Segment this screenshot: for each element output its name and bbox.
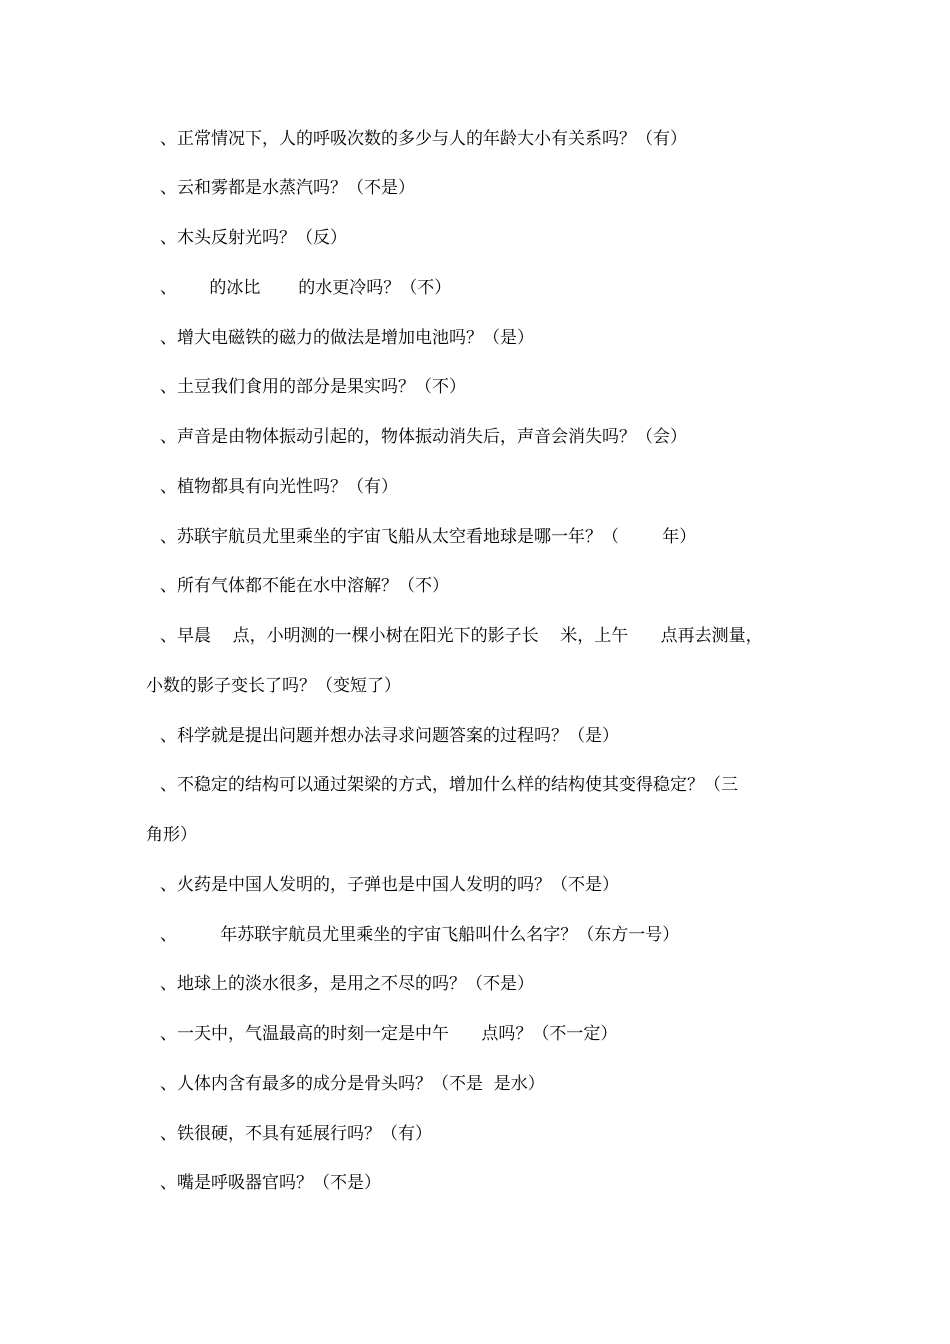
question-line-12: 、科学就是提出问题并想办法寻求问题答案的过程吗？（是） <box>160 726 619 746</box>
question-line-17: 、一天中，气温最高的时刻一定是中午 点吗？（不一定） <box>160 1024 618 1044</box>
question-line-6: 、土豆我们食用的部分是果实吗？（不） <box>160 377 466 397</box>
question-line-19: 、铁很硬，不具有延展行吗？（有） <box>160 1124 432 1144</box>
question-line-7: 、声音是由物体振动引起的，物体振动消失后，声音会消失吗？（会） <box>160 427 687 447</box>
question-line-20: 、嘴是呼吸器官吗？（不是） <box>160 1173 381 1193</box>
question-line-16: 、地球上的淡水很多，是用之不尽的吗？（不是） <box>160 974 534 994</box>
question-line-10: 、所有气体都不能在水中溶解？（不） <box>160 576 449 596</box>
question-line-1: 、正常情况下，人的呼吸次数的多少与人的年龄大小有关系吗？（有） <box>160 129 687 149</box>
question-line-14: 、火药是中国人发明的，子弹也是中国人发明的吗？（不是） <box>160 875 619 895</box>
question-line-11-continued: 小数的影子变长了吗？（变短了） <box>146 676 401 696</box>
question-line-3: 、木头反射光吗？（反） <box>160 228 347 248</box>
question-line-15: 、 年苏联宇航员尤里乘坐的宇宙飞船叫什么名字？（东方一号） <box>160 925 680 945</box>
question-line-9: 、苏联宇航员尤里乘坐的宇宙飞船从太空看地球是哪一年？（ 年） <box>160 527 697 547</box>
question-line-18: 、人体内含有最多的成分是骨头吗？（不是 是水） <box>160 1074 545 1094</box>
question-line-11: 、早晨 点，小明测的一棵小树在阳光下的影子长 米，上午 点再去测量， <box>160 626 763 646</box>
question-line-4: 、 的冰比 的水更冷吗？（不） <box>160 278 452 298</box>
question-line-2: 、云和雾都是水蒸汽吗？（不是） <box>160 178 415 198</box>
question-line-13-continued: 角形） <box>146 825 197 845</box>
question-line-5: 、增大电磁铁的磁力的做法是增加电池吗？（是） <box>160 328 534 348</box>
question-line-13: 、不稳定的结构可以通过架梁的方式，增加什么样的结构使其变得稳定？（三 <box>160 775 738 795</box>
question-line-8: 、植物都具有向光性吗？（有） <box>160 477 398 497</box>
